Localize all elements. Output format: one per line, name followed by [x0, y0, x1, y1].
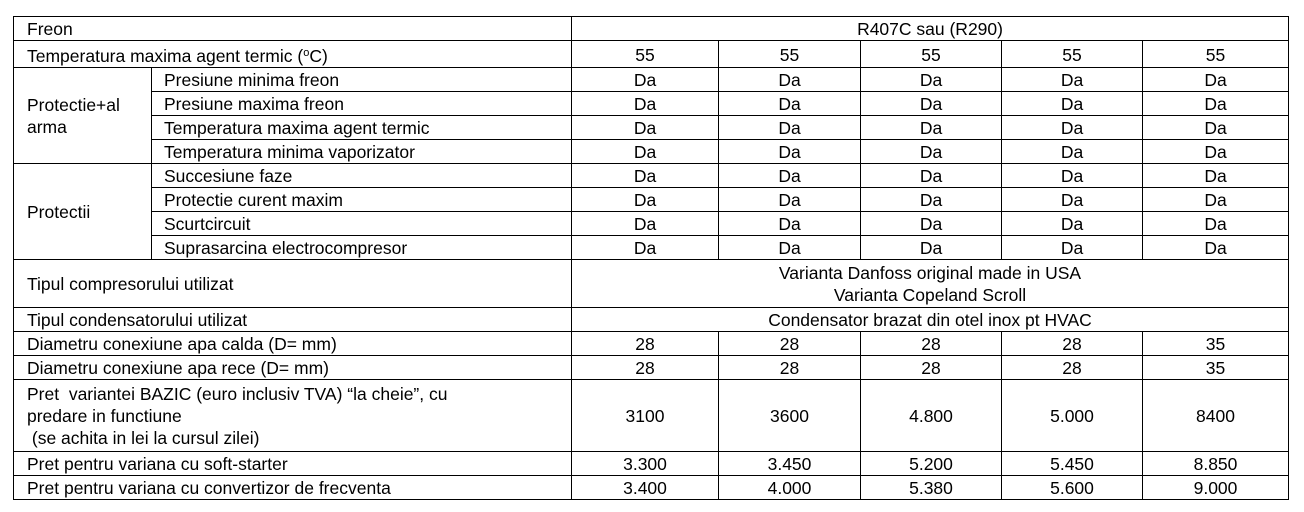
cell-value: Da [1002, 92, 1143, 116]
row-label: Temperatura maxima agent termic ($^o$C) [14, 41, 572, 68]
row-pret-bazic [14, 380, 1289, 452]
row-label: Suprasarcina electrocompresor [152, 236, 572, 260]
cell-value: Da [1143, 236, 1289, 260]
row-label: Presiune maxima freon [152, 92, 572, 116]
cell-value: 5.200 [861, 452, 1002, 476]
cell-value: 55 [1143, 41, 1289, 68]
freon-value: R407C sau (R290) [572, 17, 1289, 41]
spec-table-wrapper [13, 16, 1289, 500]
row-presiune-maxima [14, 92, 1289, 116]
cell-value: Da [719, 116, 861, 140]
row-pret-soft-starter [14, 452, 1289, 476]
cell-value: 28 [572, 332, 719, 356]
row-diametru-apa-rece [14, 356, 1289, 380]
row-label: Pret variantei BAZIC (euro inclusiv TVA) “la cheie”, cu predare in functiune (se achita in lei la cursul zilei) [14, 380, 572, 452]
cell-value: Da [719, 188, 861, 212]
compresor-value: Varianta Danfoss original made in USA Varianta Copeland Scroll [572, 260, 1289, 308]
row-label: Scurtcircuit [152, 212, 572, 236]
cell-value: Da [1002, 212, 1143, 236]
cell-value: 28 [861, 356, 1002, 380]
cell-value: Da [861, 68, 1002, 92]
cell-value: Da [1143, 140, 1289, 164]
cell-value: 28 [1002, 356, 1143, 380]
row-label: Presiune minima freon [152, 68, 572, 92]
cell-value: Da [861, 236, 1002, 260]
cell-value: Da [1143, 116, 1289, 140]
group-label-protectie-alarma: Protectie+al arma [14, 68, 152, 164]
row-label: Protectie curent maxim [152, 188, 572, 212]
cell-value: 55 [719, 41, 861, 68]
cell-value: Da [572, 188, 719, 212]
row-scurtcircuit [14, 212, 1289, 236]
cell-value: 28 [1002, 332, 1143, 356]
cell-value: 8400 [1143, 380, 1289, 452]
cell-value: 55 [1002, 41, 1143, 68]
cell-value: Da [1002, 68, 1143, 92]
cell-value: Da [1143, 92, 1289, 116]
cell-value: Da [572, 68, 719, 92]
cell-value: Da [861, 116, 1002, 140]
cell-value: Da [1143, 164, 1289, 188]
cell-value: 8.850 [1143, 452, 1289, 476]
row-label: Tipul compresorului utilizat [14, 260, 572, 308]
row-protectie-curent-maxim [14, 188, 1289, 212]
row-label: Succesiune faze [152, 164, 572, 188]
cell-value: Da [572, 140, 719, 164]
cell-value: 28 [572, 356, 719, 380]
cell-value: Da [1002, 164, 1143, 188]
row-succesiune-faze [14, 164, 1289, 188]
cell-value: Da [861, 140, 1002, 164]
cell-value: Da [1143, 188, 1289, 212]
cell-value: Da [1002, 116, 1143, 140]
row-label: Diametru conexiune apa rece (D= mm) [14, 356, 572, 380]
cell-value: Da [572, 116, 719, 140]
cell-value: Da [572, 164, 719, 188]
specifications-table [13, 16, 1289, 500]
row-freon [14, 17, 1289, 41]
cell-value: 9.000 [1143, 476, 1289, 500]
row-pret-convertizor [14, 476, 1289, 500]
cell-value: 28 [861, 332, 1002, 356]
cell-value: Da [719, 236, 861, 260]
cell-value: 35 [1143, 332, 1289, 356]
cell-value: Da [719, 164, 861, 188]
cell-value: Da [719, 212, 861, 236]
cell-value: Da [572, 212, 719, 236]
cell-value: Da [719, 92, 861, 116]
row-tipul-compresorului [14, 260, 1289, 308]
cell-value: Da [861, 92, 1002, 116]
row-label: Temperatura minima vaporizator [152, 140, 572, 164]
condensator-value: Condensator brazat din otel inox pt HVAC [572, 308, 1289, 332]
row-tipul-condensatorului [14, 308, 1289, 332]
cell-value: 35 [1143, 356, 1289, 380]
cell-value: 3.300 [572, 452, 719, 476]
row-label: Tipul condensatorului utilizat [14, 308, 572, 332]
cell-value: 5.600 [1002, 476, 1143, 500]
cell-value: 55 [572, 41, 719, 68]
cell-value: 4.800 [861, 380, 1002, 452]
cell-value: 3600 [719, 380, 861, 452]
group-label-protectii: Protectii [14, 164, 152, 260]
cell-value: 28 [719, 356, 861, 380]
cell-value: Da [1143, 68, 1289, 92]
cell-value: 3100 [572, 380, 719, 452]
cell-value: Da [719, 140, 861, 164]
cell-value: Da [861, 188, 1002, 212]
cell-value: 28 [719, 332, 861, 356]
cell-value: 3.450 [719, 452, 861, 476]
cell-value: 5.000 [1002, 380, 1143, 452]
cell-value: Da [861, 212, 1002, 236]
cell-value: 3.400 [572, 476, 719, 500]
cell-value: Da [1002, 188, 1143, 212]
cell-value: 5.380 [861, 476, 1002, 500]
row-label: Pret pentru variana cu convertizor de frecventa [14, 476, 572, 500]
row-label: Pret pentru variana cu soft-starter [14, 452, 572, 476]
row-presiune-minima [14, 68, 1289, 92]
row-temperatura-minima-vaporizator [14, 140, 1289, 164]
row-label: Diametru conexiune apa calda (D= mm) [14, 332, 572, 356]
cell-value: Da [861, 164, 1002, 188]
row-suprasarcina [14, 236, 1289, 260]
cell-value: 55 [861, 41, 1002, 68]
row-temperatura-maxima-agent [14, 116, 1289, 140]
row-temperatura-maxima [14, 41, 1289, 68]
cell-value: Da [1143, 212, 1289, 236]
row-diametru-apa-calda [14, 332, 1289, 356]
cell-value: Da [1002, 236, 1143, 260]
cell-value: 4.000 [719, 476, 861, 500]
cell-value: Da [572, 92, 719, 116]
cell-value: Da [719, 68, 861, 92]
row-label: Temperatura maxima agent termic [152, 116, 572, 140]
cell-value: 5.450 [1002, 452, 1143, 476]
cell-value: Da [1002, 140, 1143, 164]
cell-value: Da [572, 236, 719, 260]
row-label: Freon [14, 17, 572, 41]
